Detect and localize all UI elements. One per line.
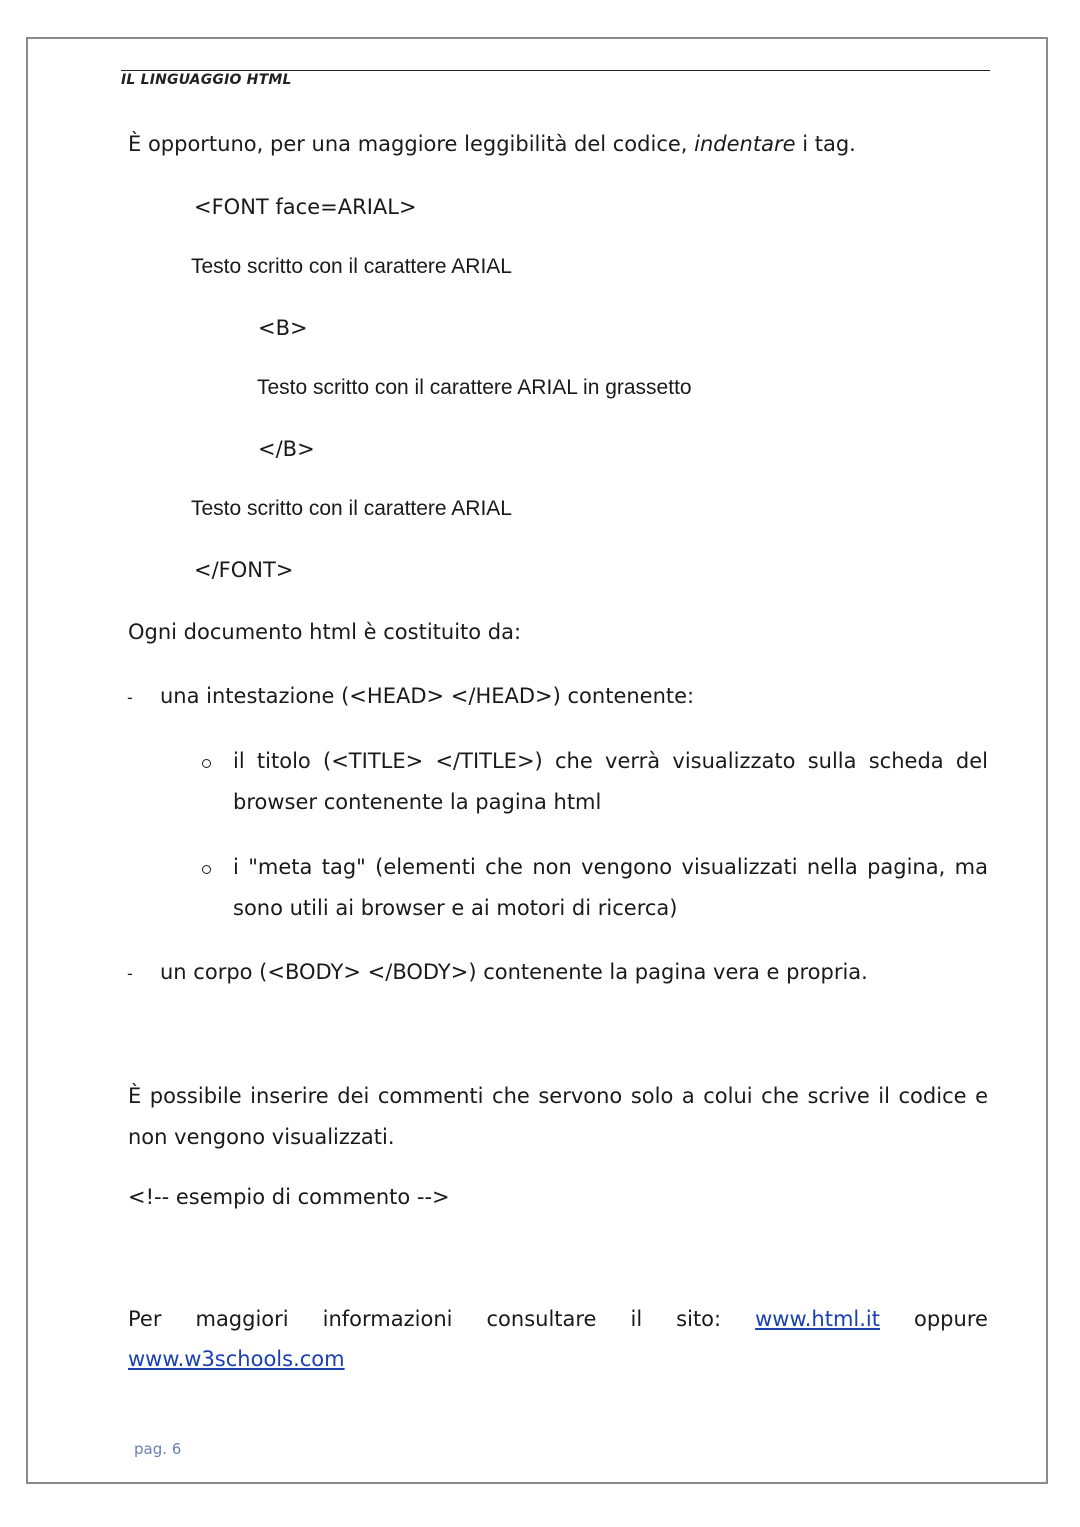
circle-bullet-icon	[202, 759, 211, 768]
header-rule	[121, 70, 990, 71]
oppure-word: oppure	[914, 1307, 988, 1331]
more-info-word: informazioni	[322, 1307, 453, 1331]
intro-after: i tag.	[802, 132, 856, 156]
structure-intro: Ogni documento html è costituito da:	[128, 620, 522, 644]
code-font-open: <FONT face=ARIAL>	[194, 195, 417, 219]
comment-example: <!-- esempio di commento -->	[128, 1185, 450, 1209]
page-number: pag. 6	[134, 1440, 182, 1458]
code-b-open: <B>	[258, 316, 308, 340]
meta-item: i "meta tag" (elementi che non vengono visualizzati nella pagina, ma sono utili ai browser e ai motori di ricerca)	[233, 855, 988, 920]
code-arial-text-2: Testo scritto con il carattere ARIAL	[191, 497, 512, 520]
more-info-word: consultare	[486, 1307, 597, 1331]
head-dash: -	[127, 688, 133, 707]
head-item: una intestazione (<HEAD> </HEAD>) contenente:	[160, 684, 695, 708]
intro-before: È opportuno, per una maggiore leggibilità del codice,	[128, 132, 688, 156]
code-bold-text: Testo scritto con il carattere ARIAL in grassetto	[257, 376, 692, 399]
more-info-word: Per	[128, 1307, 162, 1331]
circle-bullet-icon	[202, 865, 211, 874]
link-html-it[interactable]: www.html.it	[755, 1307, 880, 1331]
more-info-word: il	[630, 1307, 643, 1331]
intro-paragraph	[128, 132, 856, 157]
comments-paragraph: È possibile inserire dei commenti che servono solo a colui che scrive il codice e non vengono visualizzati.	[128, 1084, 988, 1149]
link-w3schools[interactable]: www.w3schools.com	[128, 1347, 345, 1371]
more-info-line	[128, 1307, 988, 1332]
title-item: il titolo (<TITLE> </TITLE>) che verrà visualizzato sulla scheda del browser contenente la pagina html	[233, 749, 988, 814]
code-arial-text-1: Testo scritto con il carattere ARIAL	[191, 255, 512, 278]
intro-emphasis: indentare	[694, 132, 796, 156]
code-font-close: </FONT>	[194, 558, 294, 582]
running-header: IL LINGUAGGIO HTML	[121, 72, 292, 88]
more-info-word: sito:	[676, 1307, 722, 1331]
code-b-close: </B>	[258, 437, 315, 461]
link-w3schools-line	[128, 1347, 345, 1372]
body-item: un corpo (<BODY> </BODY>) contenente la pagina vera e propria.	[160, 960, 868, 984]
more-info-word: maggiori	[195, 1307, 289, 1331]
body-dash: -	[127, 964, 133, 983]
